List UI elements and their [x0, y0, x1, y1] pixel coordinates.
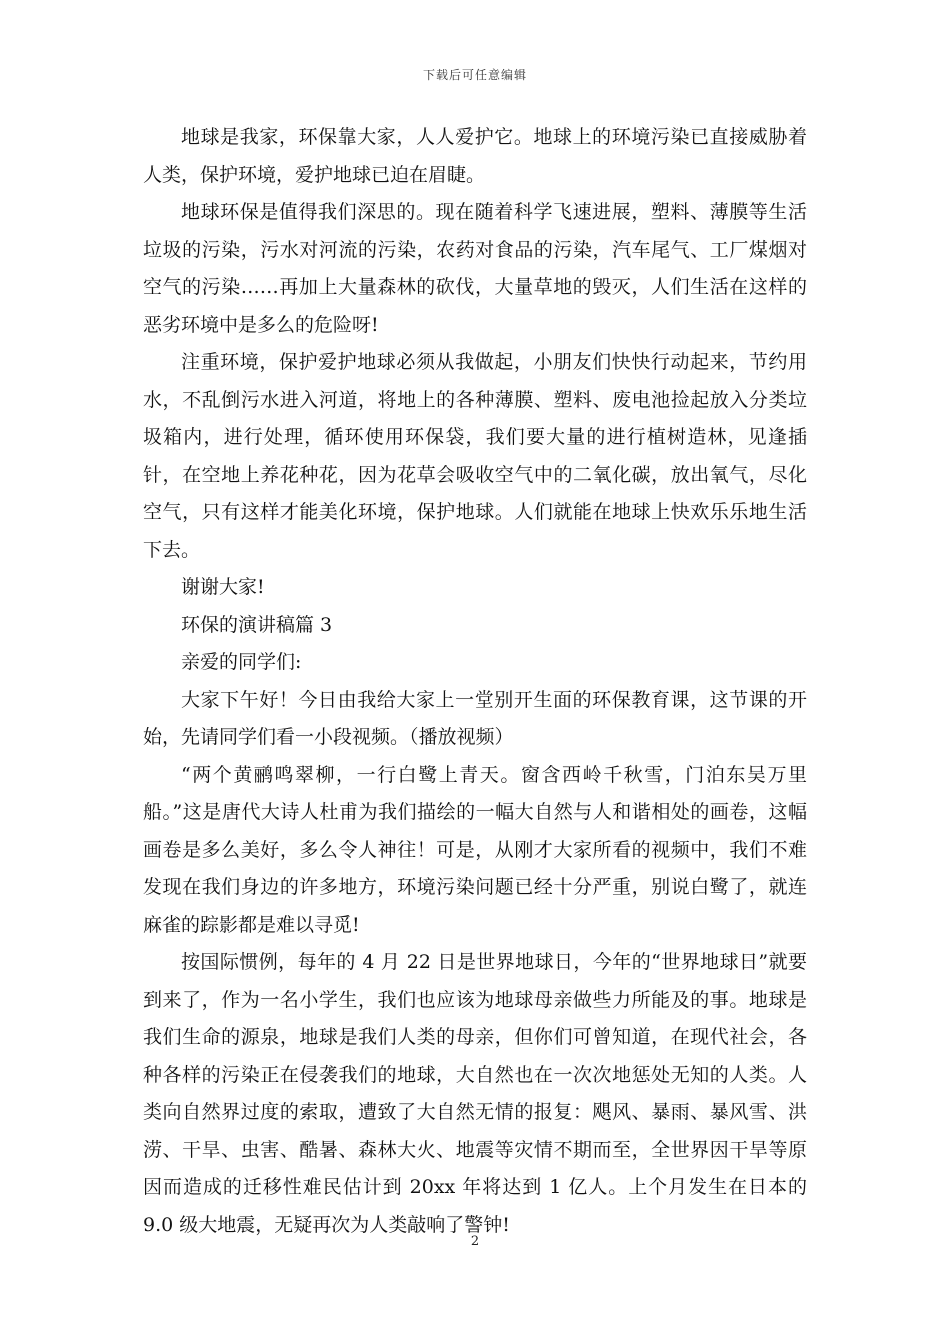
page-header: 下载后可任意编辑: [422, 68, 527, 82]
paragraph: 地球是我家，环保靠大家，人人爱护它。地球上的环境污染已直接威胁着人类，保护环境，爱护地球已迫在眉睫。: [143, 126, 807, 186]
paragraph: 注重环境，保护爱护地球必须从我做起，小朋友们快快行动起来，节约用水，不乱倒污水进入河道，将地上的各种薄膜、塑料、废电池捡起放入分类垃圾箱内，进行处理，循环使用环保袋，我们要大量的进行植树造林，见逢插针，在空地上养花种花，因为花草会吸收空气中的二氧化碳，放出氧气，尽化空气，只有这样才能美化环境，保护地球。人们就能在地球上快欢乐乐地生活下去。: [143, 351, 807, 561]
section-heading: 环保的演讲稿篇 3: [181, 613, 333, 636]
document-body: [143, 119, 807, 1244]
paragraph: 大家下午好！今日由我给大家上一堂别开生面的环保教育课，这节课的开始，先请同学们看一小段视频。（播放视频）: [143, 688, 807, 748]
paragraph: “两个黄鹂鸣翠柳，一行白鹭上青天。窗含西岭千秋雪，门泊东吴万里船。”这是唐代大诗人杜甫为我们描绘的一幅大自然与人和谐相处的画卷，这幅画卷是多么美好，多么令人神往！可是，从刚才大家所看的视频中，我们不难发现在我们身边的许多地方，环境污染问题已经十分严重，别说白鹭了，就连麻雀的踪影都是难以寻觅!: [143, 763, 807, 936]
salutation: 亲爱的同学们:: [181, 651, 302, 673]
page-number: 2: [470, 1234, 480, 1249]
closing-line: 谢谢大家!: [181, 576, 265, 598]
paragraph: 地球环保是值得我们深思的。现在随着科学飞速进展，塑料、薄膜等生活垃圾的污染，污水对河流的污染，农药对食品的污染，汽车尾气、工厂煤烟对空气的污染……再加上大量森林的砍伐，大量草地的毁灭，人们生活在这样的恶劣环境中是多么的危险呀!: [143, 201, 807, 336]
paragraph: 按国际惯例，每年的 4 月 22 日是世界地球日，今年的“世界地球日”就要到来了，作为一名小学生，我们也应该为地球母亲做些力所能及的事。地球是我们生命的源泉，地球是我们人类的母亲，但你们可曾知道，在现代社会，各种各样的污染正在侵袭我们的地球，大自然也在一次次地惩处无知的人类。人类向自然界过度的索取，遭致了大自然无情的报复：飓风、暴雨、暴风雪、洪涝、干旱、虫害、酷暑、森林大火、地震等灾情不期而至，全世界因干旱等原因而造成的迁移性难民估计到 20xx 年将达到 1 亿人。上个月发生在日本的 9.0 级大地震，无疑再次为人类敲响了警钟!: [143, 951, 807, 1236]
